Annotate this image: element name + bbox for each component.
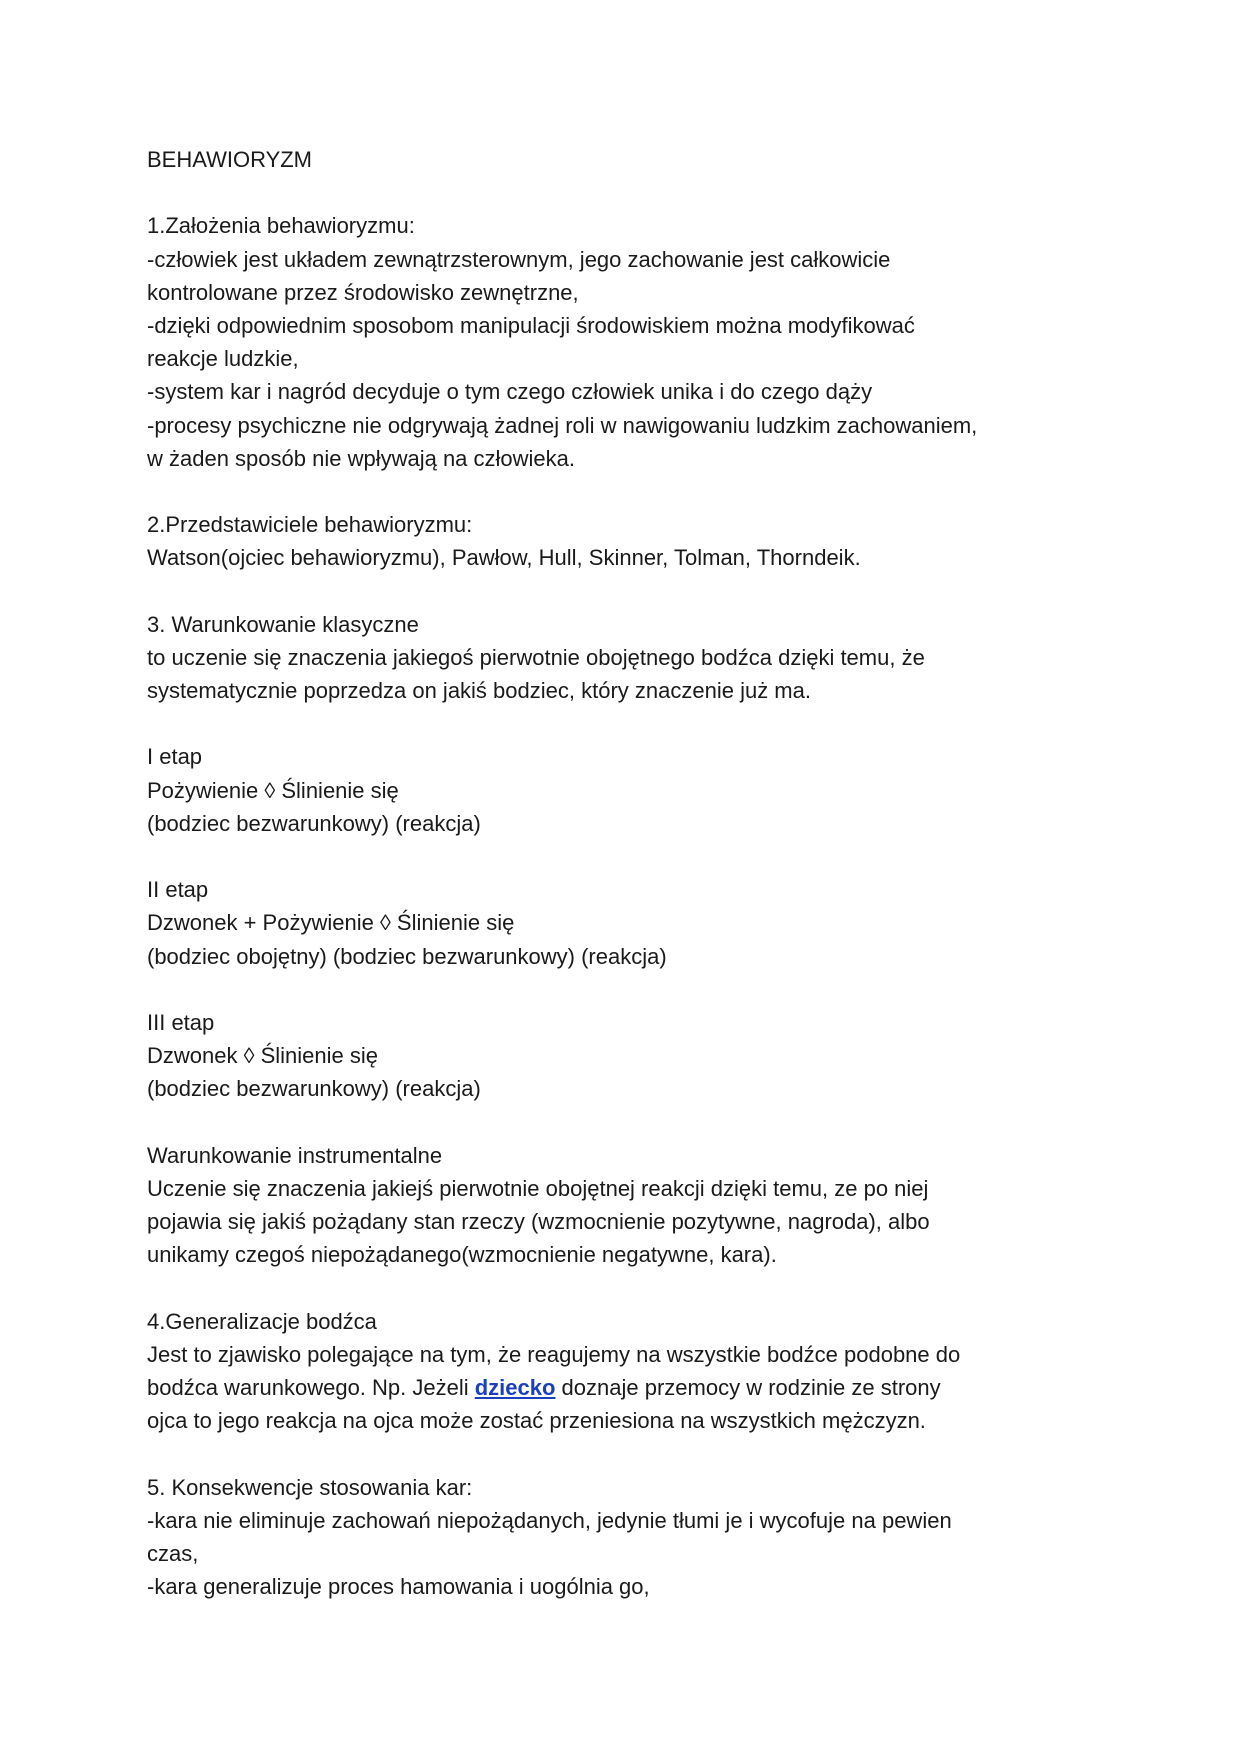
section-4-line: ojca to jego reakcja na ojca może zostać przeniesiona na wszystkich mężczyzn. xyxy=(147,1408,926,1434)
section-1-line: reakcje ludzkie, xyxy=(147,346,299,372)
section-5-line: -kara nie eliminuje zachowań niepożądanych, jedynie tłumi je i wycofuje na pewien xyxy=(147,1507,952,1533)
section-1-line: kontrolowane przez środowisko zewnętrzne, xyxy=(147,279,579,305)
section-3-line: systematycznie poprzedza on jakiś bodziec, który znaczenie już ma. xyxy=(147,678,811,703)
stage-1-line: (bodziec bezwarunkowy) (reakcja) xyxy=(147,810,481,836)
stage-2-line: Dzwonek + Pożywienie ◊ Ślinienie się xyxy=(147,910,515,936)
stage-2-line: (bodziec obojętny) (bodziec bezwarunkowy) (reakcja) xyxy=(147,943,667,969)
instrumental-line: pojawia się jakiś pożądany stan rzeczy (wzmocnienie pozytywne, nagroda), albo xyxy=(147,1209,930,1234)
spacer xyxy=(147,1437,1107,1470)
spacer xyxy=(147,840,1107,873)
spacer xyxy=(147,973,1107,1006)
document-body xyxy=(147,143,1107,1603)
section-5-heading: 5. Konsekwencje stosowania kar: xyxy=(147,1474,473,1500)
section-4-text-after-link: doznaje przemocy w rodzinie ze strony xyxy=(555,1374,941,1400)
section-4-text-before-link: bodźca warunkowego. Np. Jeżeli xyxy=(147,1374,475,1400)
section-4-heading: 4.Generalizacje bodźca xyxy=(147,1308,377,1334)
spacer xyxy=(147,176,1107,209)
stage-3-line: (bodziec bezwarunkowy) (reakcja) xyxy=(147,1076,481,1102)
section-5-line: -kara generalizuje proces hamowania i uogólnia go, xyxy=(147,1574,650,1600)
instrumental-line: unikamy czegoś niepożądanego(wzmocnienie negatywne, kara). xyxy=(147,1242,777,1268)
section-1-line: w żaden sposób nie wpływają na człowieka. xyxy=(147,445,576,471)
section-3-line: to uczenie się znaczenia jakiegoś pierwotnie obojętnego bodźca dzięki temu, że xyxy=(147,644,925,670)
section-4-line-with-link xyxy=(147,1371,1107,1404)
section-2-line: Watson(ojciec behawioryzmu), Pawłow, Hull, Skinner, Tolman, Thorndeik. xyxy=(147,545,861,571)
section-1-line: -dzięki odpowiednim sposobom manipulacji środowiskiem można modyfikować xyxy=(147,312,915,338)
stage-3-line: Dzwonek ◊ Ślinienie się xyxy=(147,1043,378,1069)
stage-3-heading: III etap xyxy=(147,1009,215,1035)
section-1-heading: 1.Założenia behawioryzmu: xyxy=(147,213,415,239)
section-2-heading: 2.Przedstawiciele behawioryzmu: xyxy=(147,512,473,538)
instrumental-heading: Warunkowanie instrumentalne xyxy=(147,1142,443,1168)
spacer xyxy=(147,574,1107,607)
section-4-line: Jest to zjawisko polegające na tym, że reagujemy na wszystkie bodźce podobne do xyxy=(147,1341,961,1367)
spacer xyxy=(147,1271,1107,1304)
stage-1-heading: I etap xyxy=(147,744,203,770)
section-1-line: -system kar i nagród decyduje o tym czego człowiek unika i do czego dąży xyxy=(147,379,873,405)
instrumental-line: Uczenie się znaczenia jakiejś pierwotnie obojętnej reakcji dzięki temu, ze po niej xyxy=(147,1175,929,1201)
section-3-heading: 3. Warunkowanie klasyczne xyxy=(147,611,419,637)
spacer xyxy=(147,707,1107,740)
spacer xyxy=(147,1105,1107,1138)
section-1-line: -człowiek jest układem zewnątrzsterownym, jego zachowanie jest całkowicie xyxy=(147,246,891,272)
stage-2-heading: II etap xyxy=(147,877,209,903)
stage-1-line: Pożywienie ◊ Ślinienie się xyxy=(147,777,399,803)
section-5-line: czas, xyxy=(147,1540,199,1566)
document-title: BEHAWIORYZM xyxy=(147,147,313,172)
section-1-line: -procesy psychiczne nie odgrywają żadnej roli w nawigowaniu ludzkim zachowaniem, xyxy=(147,412,978,438)
spacer xyxy=(147,475,1107,508)
dziecko-link[interactable]: dziecko xyxy=(474,1374,556,1400)
